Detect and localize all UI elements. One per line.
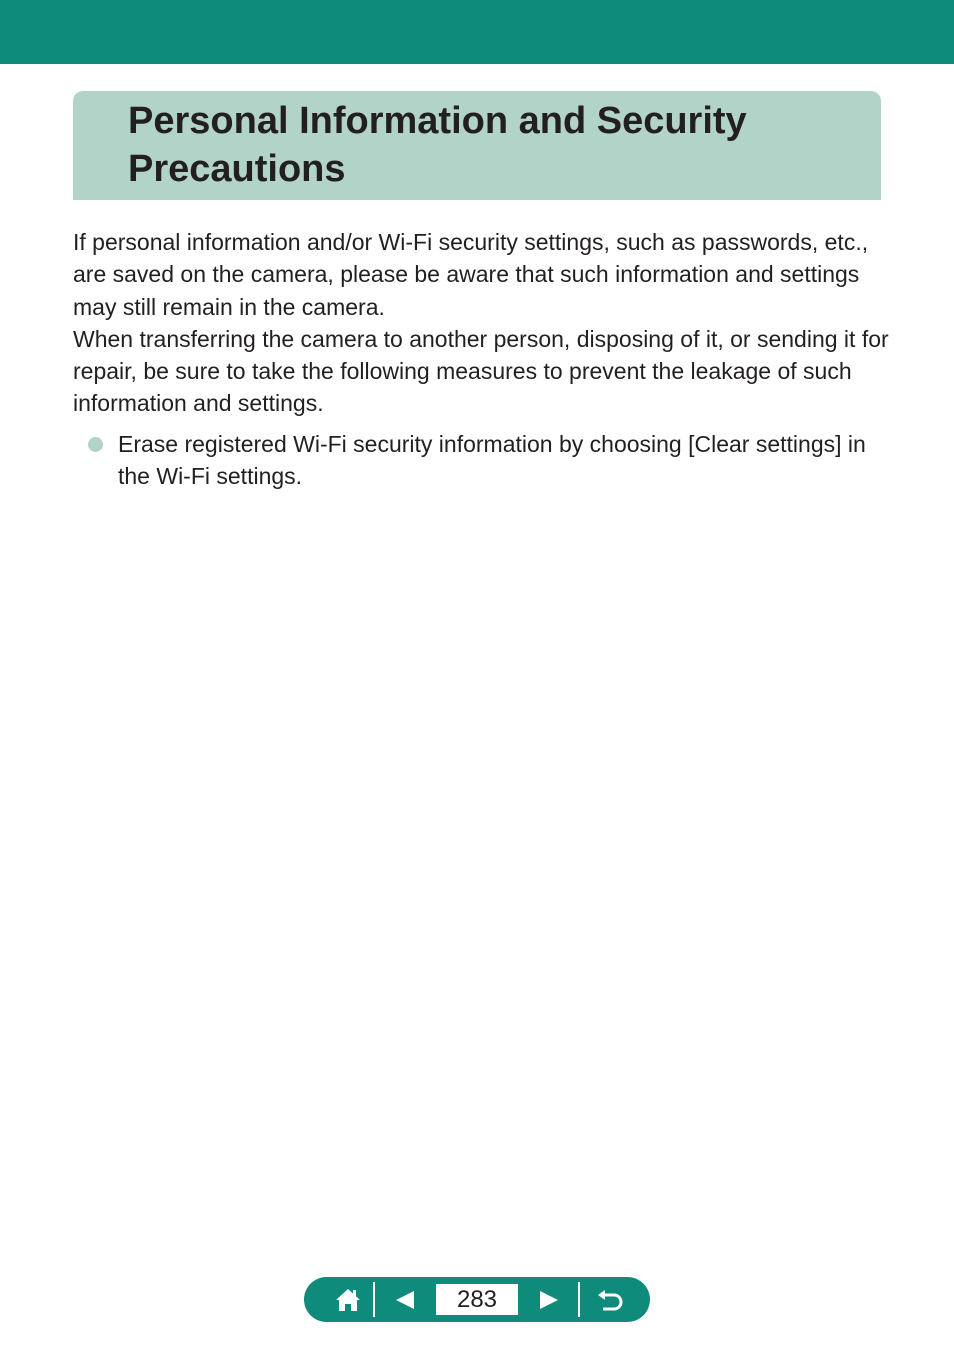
- body-text: [73, 226, 893, 420]
- navigation-bar: [304, 1277, 650, 1322]
- home-button[interactable]: [322, 1277, 374, 1322]
- nav-divider: [578, 1282, 580, 1317]
- page-title: Personal Information and Security Precautions: [128, 100, 747, 190]
- header-band: [0, 0, 954, 64]
- page-number-box: [436, 1284, 518, 1315]
- return-arrow-icon: [597, 1288, 625, 1312]
- paragraph: If personal information and/or Wi-Fi security settings, such as passwords, etc., are saved on the camera, please be aware that such information and settings may still remain in the camera.: [73, 229, 869, 320]
- previous-page-button[interactable]: [376, 1277, 434, 1322]
- home-icon: [334, 1287, 362, 1313]
- bullet-dot-icon: [88, 437, 103, 452]
- triangle-right-icon: [538, 1290, 560, 1310]
- bullet-item: [73, 428, 893, 493]
- title-box: [73, 91, 881, 200]
- nav-divider: [373, 1282, 375, 1317]
- next-page-button[interactable]: [520, 1277, 578, 1322]
- bullet-text: Erase registered Wi-Fi security information by choosing [Clear settings] in the Wi-Fi settings.: [118, 431, 866, 490]
- page-number: 283: [456, 1285, 498, 1313]
- back-button[interactable]: [581, 1277, 641, 1322]
- paragraph: When transferring the camera to another person, disposing of it, or sending it for repair, be sure to take the following measures to prevent the leakage of such information and settings.: [73, 325, 889, 417]
- triangle-left-icon: [394, 1290, 416, 1310]
